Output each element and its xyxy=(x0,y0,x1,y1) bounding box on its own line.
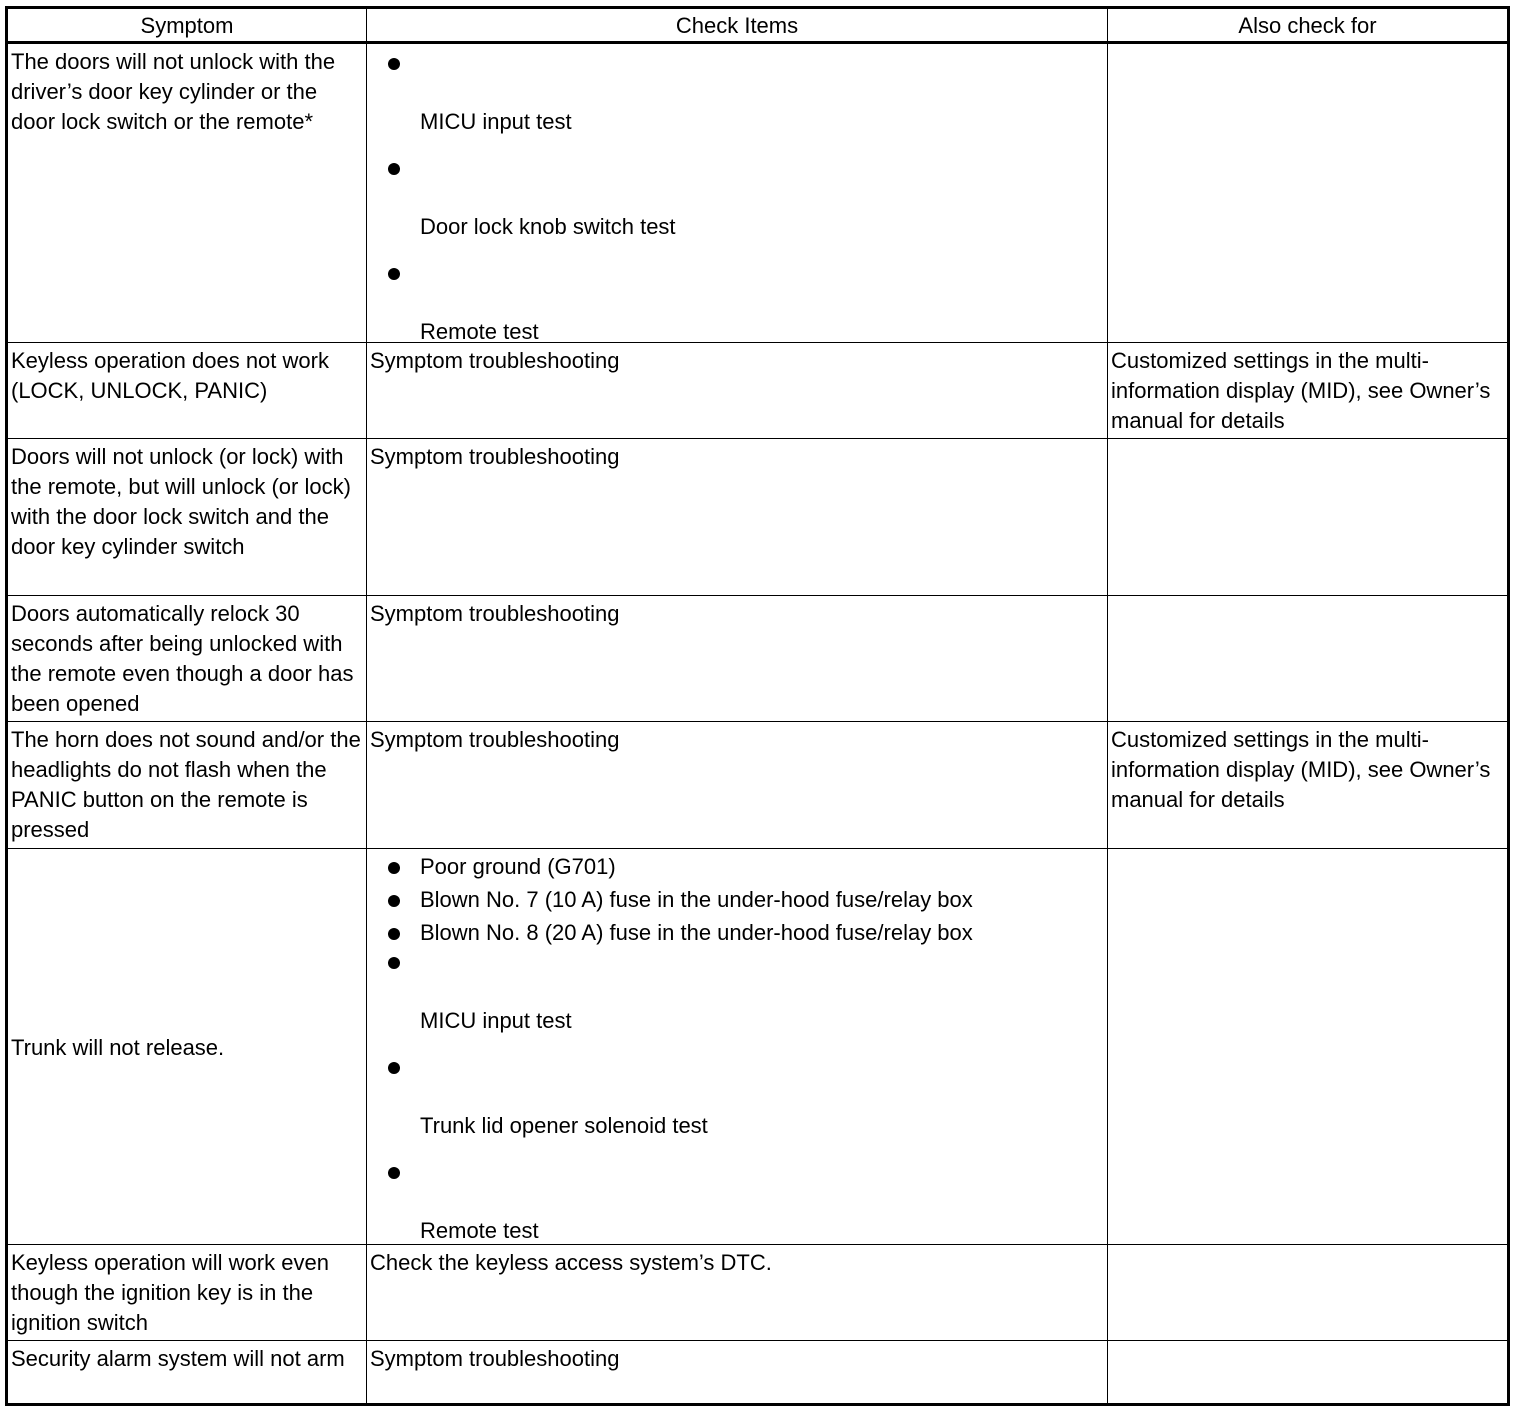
check-item-text: Trunk lid opener solenoid test xyxy=(420,1113,708,1138)
symptom-cell: Keyless operation will work even though the ignition key is in the ignition switch xyxy=(7,1245,367,1341)
check-list xyxy=(370,52,1105,342)
table-row xyxy=(7,43,1509,343)
check-list xyxy=(370,852,1105,1241)
also-check-cell xyxy=(1108,849,1509,1245)
symptom-cell: Doors automatically relock 30 seconds after being unlocked with the remote even though a door has been opened xyxy=(7,596,367,722)
table-row xyxy=(7,722,1509,849)
header-row xyxy=(7,8,1509,43)
also-check-cell xyxy=(1108,43,1509,343)
symptom-cell: Trunk will not release. xyxy=(7,849,367,1245)
check-items-cell: Symptom troubleshooting xyxy=(367,439,1108,596)
list-item xyxy=(388,52,1105,157)
list-item xyxy=(388,951,1105,1056)
check-items-cell: Check the keyless access system’s DTC. xyxy=(367,1245,1108,1341)
check-items-cell: Symptom troubleshooting xyxy=(367,1341,1108,1405)
list-item: Poor ground (G701) xyxy=(388,852,1105,885)
also-check-cell xyxy=(1108,1245,1509,1341)
check-item-text: MICU input test xyxy=(420,1008,572,1033)
list-item xyxy=(388,262,1105,342)
header-also-check-for: Also check for xyxy=(1108,8,1509,43)
check-item-text: Door lock knob switch test xyxy=(420,214,676,239)
symptom-cell: Security alarm system will not arm xyxy=(7,1341,367,1405)
header-check-items: Check Items xyxy=(367,8,1108,43)
also-check-cell: Customized settings in the multi-information display (MID), see Owner’s manual for details xyxy=(1108,722,1509,849)
list-item xyxy=(388,157,1105,262)
check-item-text: Remote test xyxy=(420,1218,539,1243)
symptom-cell: The doors will not unlock with the driver’s door key cylinder or the door lock switch or the remote* xyxy=(7,43,367,343)
table-row xyxy=(7,1341,1509,1405)
table-row xyxy=(7,439,1509,596)
table-row xyxy=(7,596,1509,722)
check-items-cell: Symptom troubleshooting xyxy=(367,343,1108,439)
table-row xyxy=(7,1245,1509,1341)
table-row xyxy=(7,343,1509,439)
check-items-cell: Symptom troubleshooting xyxy=(367,722,1108,849)
troubleshooting-table xyxy=(5,6,1510,1406)
symptom-cell: The horn does not sound and/or the headlights do not flash when the PANIC button on the remote is pressed xyxy=(7,722,367,849)
check-item-text: Remote test xyxy=(420,319,539,343)
header-symptom: Symptom xyxy=(7,8,367,43)
list-item xyxy=(388,1161,1105,1241)
check-items-cell: Symptom troubleshooting xyxy=(367,596,1108,722)
check-items-cell xyxy=(367,849,1108,1245)
also-check-cell: Customized settings in the multi-information display (MID), see Owner’s manual for details xyxy=(1108,343,1509,439)
also-check-cell xyxy=(1108,1341,1509,1405)
check-items-cell xyxy=(367,43,1108,343)
also-check-cell xyxy=(1108,439,1509,596)
table-row xyxy=(7,849,1509,1245)
symptom-cell: Keyless operation does not work (LOCK, UNLOCK, PANIC) xyxy=(7,343,367,439)
symptom-cell: Doors will not unlock (or lock) with the remote, but will unlock (or lock) with the door lock switch and the door key cylinder switch xyxy=(7,439,367,596)
list-item: Blown No. 8 (20 A) fuse in the under-hood fuse/relay box xyxy=(388,918,1105,951)
also-check-cell xyxy=(1108,596,1509,722)
list-item xyxy=(388,1056,1105,1161)
check-item-text: MICU input test xyxy=(420,109,572,134)
list-item: Blown No. 7 (10 A) fuse in the under-hood fuse/relay box xyxy=(388,885,1105,918)
